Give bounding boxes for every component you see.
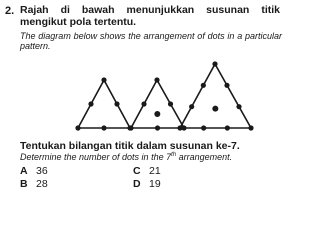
pattern-2-center-dot	[154, 111, 160, 117]
triangle-2-outline	[131, 80, 184, 128]
task-english	[20, 152, 282, 162]
pattern-3-dot	[248, 125, 253, 130]
pattern-3-dot	[236, 104, 241, 109]
pattern-3	[177, 61, 253, 130]
option-a-letter: A	[20, 165, 28, 177]
pattern-1-dot	[88, 101, 93, 106]
question-number: 2.	[5, 5, 15, 17]
pattern-1	[75, 77, 132, 130]
task-english-sup: th	[171, 152, 177, 158]
option-d-value: 19	[149, 178, 161, 190]
task-malay: Tentukan bilangan titik dalam susunan ke-7.	[20, 140, 240, 152]
task-english-before: Determine the number of dots in the 7	[20, 152, 172, 162]
option-b-letter: B	[20, 178, 28, 190]
option-d[interactable]	[133, 178, 161, 190]
option-c-value: 21	[149, 165, 161, 177]
pattern-3-dot	[201, 125, 206, 130]
pattern-3-dot	[177, 125, 182, 130]
triangle-3-outline	[180, 64, 251, 128]
pattern-1-dot	[75, 125, 80, 130]
pattern-3-dot	[189, 104, 194, 109]
pattern-3-center-dot	[212, 106, 218, 112]
pattern-2	[128, 77, 186, 130]
pattern-2-dot	[155, 125, 160, 130]
pattern-3-dot	[224, 83, 229, 88]
pattern-2-dot	[128, 125, 133, 130]
pattern-2-dot	[168, 101, 173, 106]
option-c-letter: C	[133, 165, 141, 177]
pattern-2-dot	[141, 101, 146, 106]
pattern-2-dot	[154, 77, 159, 82]
option-a[interactable]	[20, 165, 48, 177]
option-b-value: 28	[36, 178, 48, 190]
pattern-1-dot	[101, 125, 106, 130]
pattern-3-dot	[201, 83, 206, 88]
pattern-3-dot	[225, 125, 230, 130]
pattern-1-dot	[101, 77, 106, 82]
question-stem-malay: Rajah di bawah menunjukkan susunan titik mengikut pola tertentu.	[20, 4, 280, 28]
option-d-letter: D	[133, 178, 141, 190]
task-english-after: arrangement.	[176, 152, 233, 162]
option-b[interactable]	[20, 178, 48, 190]
question-stem-english: The diagram below shows the arrangement of dots in a particular pattern.	[20, 31, 282, 51]
pattern-3-dot	[212, 61, 217, 66]
triangle-1-outline	[78, 80, 130, 128]
option-a-value: 36	[36, 165, 48, 177]
pattern-1-dot	[114, 101, 119, 106]
option-c[interactable]	[133, 165, 161, 177]
